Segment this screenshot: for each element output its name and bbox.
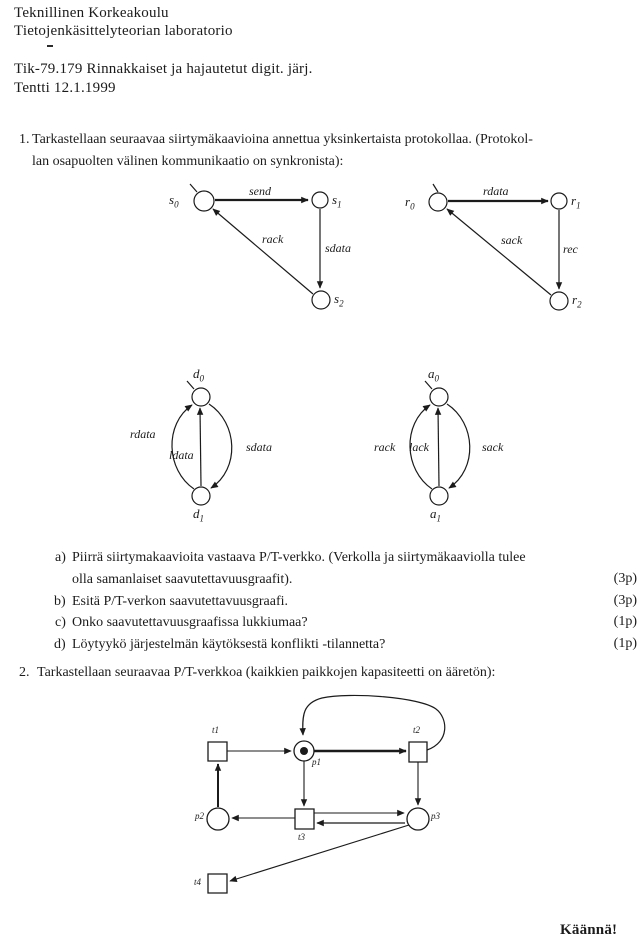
transition-t1-square <box>208 742 227 761</box>
petri-net-diagram <box>207 695 445 893</box>
item-b-line1: Esitä P/T-verkon saavutettavuusgraafi. <box>72 594 289 609</box>
state-label-s1-base: s <box>332 192 338 207</box>
item-d-label: d) <box>54 637 66 652</box>
sender-state-diagram <box>190 184 330 309</box>
item-b-label: b) <box>54 594 66 609</box>
state-label-d0-sub: 0 <box>199 373 204 384</box>
item-a-label: a) <box>55 550 66 565</box>
item-d-points: (1p) <box>613 636 637 651</box>
receiver-state-diagram <box>429 184 568 310</box>
item-c-line1: Onko saavutettavuusgraafissa lukkiumaa? <box>72 615 308 630</box>
state-r1-circle <box>551 193 567 209</box>
state-r0-circle <box>429 193 447 211</box>
question-2-text: Tarkastellaan seuraavaa P/T-verkkoa (kaikkien paikkojen kapasiteetti on ääretön): <box>37 665 496 680</box>
state-label-s0-base: s <box>169 192 175 207</box>
state-label-s2 <box>334 291 344 309</box>
initial-state-tick-r0 <box>433 184 438 192</box>
item-c-label: c) <box>55 615 66 630</box>
edge-label-sack-r: sack <box>501 233 523 247</box>
state-label-r0 <box>405 194 415 212</box>
question-2-number: 2. <box>19 665 30 680</box>
state-label-r2-sub: 2 <box>577 299 582 310</box>
edge-sdata-curve <box>209 404 232 488</box>
place-p3-circle <box>407 808 429 830</box>
edge-lack-arrow <box>438 408 439 486</box>
item-d-line1: Löytyykö järjestelmän käytöksestä konflikti -tilannetta? <box>72 637 386 652</box>
state-label-r2 <box>572 292 582 310</box>
state-label-r0-base: r <box>405 194 411 209</box>
edge-sack-curve <box>447 404 470 488</box>
state-label-r1-sub: 1 <box>576 200 581 211</box>
initial-state-tick-s0 <box>190 184 197 192</box>
place-label-p2: p2 <box>195 811 204 821</box>
state-d1-circle <box>192 487 210 505</box>
question-1-number: 1. <box>19 132 30 147</box>
edge-label-rdata-r: rdata <box>483 184 509 198</box>
state-s2-circle <box>312 291 330 309</box>
edge-label-send: send <box>249 184 271 198</box>
state-label-r1 <box>571 193 581 211</box>
state-label-s0 <box>169 192 179 210</box>
item-b-points: (3p) <box>613 593 637 608</box>
edge-label-rack-a: rack <box>374 440 396 454</box>
state-label-d0 <box>193 366 204 384</box>
state-label-s0-sub: 0 <box>174 199 179 210</box>
edge-label-sdata-d: sdata <box>246 440 273 454</box>
state-label-d1 <box>193 506 204 524</box>
state-label-a1-base: a <box>430 506 437 521</box>
state-label-a1 <box>430 506 441 524</box>
edge-rdata-curve <box>172 405 194 489</box>
state-a1-circle <box>430 487 448 505</box>
edge-sack-arrow <box>447 209 551 295</box>
edge-label-rec: rec <box>563 242 578 256</box>
data-channel-state-diagram <box>172 381 232 505</box>
question-1-text-line2: lan osapuolten välinen kommunikaatio on synkronista): <box>32 154 344 169</box>
place-p2-circle <box>207 808 229 830</box>
edge-label-rack: rack <box>262 232 284 246</box>
item-a-line1: Piirrä siirtymakaavioita vastaava P/T-verkko. (Verkolla ja siirtymäkaaviolla tulee <box>72 550 526 565</box>
state-label-s2-sub: 2 <box>339 298 344 309</box>
token-in-p1 <box>300 747 308 755</box>
header-institution: Teknillinen Korkeakoulu <box>14 5 169 21</box>
place-label-p3: p3 <box>431 811 440 821</box>
item-a-points: (3p) <box>613 571 637 586</box>
state-label-a1-sub: 1 <box>436 513 441 524</box>
edge-label-rdata-d: rdata <box>130 427 156 441</box>
state-label-r0-sub: 0 <box>410 201 415 212</box>
transition-label-t4: t4 <box>194 877 202 887</box>
state-label-s2-base: s <box>334 291 340 306</box>
edge-label-lack: lack <box>409 440 429 454</box>
state-label-s1-sub: 1 <box>337 199 342 210</box>
state-s1-circle <box>312 192 328 208</box>
header-laboratory: Tietojenkäsittelyteorian laboratorio <box>14 23 233 39</box>
state-label-a0-base: a <box>428 366 435 381</box>
edge-ldata-arrow <box>200 408 201 486</box>
state-label-r2-base: r <box>572 292 578 307</box>
state-label-a0-sub: 0 <box>434 373 439 384</box>
state-s0-circle <box>194 191 214 211</box>
transition-t3-square <box>295 809 314 829</box>
state-label-r1-base: r <box>571 193 577 208</box>
turn-over-note: Käännä! <box>560 922 618 938</box>
edge-label-sack-a: sack <box>482 440 504 454</box>
state-label-d1-sub: 1 <box>199 513 204 524</box>
state-r2-circle <box>550 292 568 310</box>
state-label-s1 <box>332 192 342 210</box>
state-label-a0 <box>428 366 439 384</box>
item-a-line2: olla samanlaiset saavutettavuusgraafit). <box>72 572 293 587</box>
transition-label-t3: t3 <box>298 832 306 842</box>
header-course: Tik-79.179 Rinnakkaiset ja hajautetut digit. järj. <box>14 61 313 77</box>
question-1-text-line1: Tarkastellaan seuraavaa siirtymäkaavioina annettua yksinkertaista protokollaa. (Protokol- <box>32 132 533 147</box>
state-a0-circle <box>430 388 448 406</box>
transition-t2-square <box>409 742 427 762</box>
edge-label-sdata-s: sdata <box>325 241 352 255</box>
item-c-points: (1p) <box>613 614 637 629</box>
arc-p3-to-t4 <box>230 825 409 881</box>
transition-t4-square <box>208 874 227 893</box>
edge-rack-arrow <box>213 209 313 294</box>
state-d0-circle <box>192 388 210 406</box>
state-label-d1-base: d <box>193 506 200 521</box>
header-exam-date: Tentti 12.1.1999 <box>14 80 116 96</box>
transition-label-t2: t2 <box>413 725 421 735</box>
state-label-d0-base: d <box>193 366 200 381</box>
transition-label-t1: t1 <box>212 725 220 735</box>
edge-label-ldata: ldata <box>169 448 194 462</box>
place-label-p1: p1 <box>312 757 321 767</box>
